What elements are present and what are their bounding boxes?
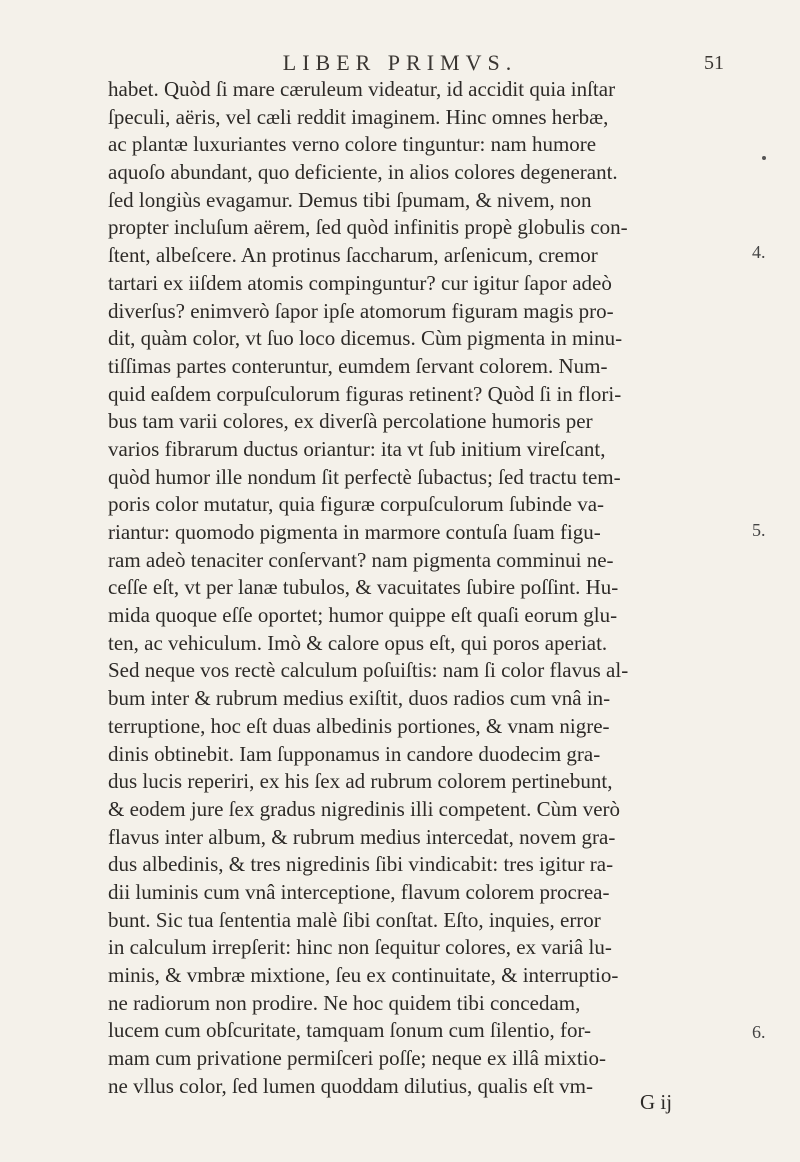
text-line: bunt. Sic tua ſententia malè ſibi conſtat. Eſto, inquies, error (108, 907, 601, 932)
text-line: ſtent, albeſcere. An protinus ſaccharum, arſenicum, cremor (108, 243, 598, 268)
text-line: ſed longiùs evagamur. Demus tibi ſpumam, & nivem, non (108, 187, 592, 212)
text-line: ſpeculi, aëris, vel cæli reddit imaginem. Hinc omnes herbæ, (108, 104, 609, 129)
text-line: ten, ac vehiculum. Imò & calore opus eſt, qui poros aperiat. (108, 630, 608, 655)
text-line: mida quoque eſſe oportet; humor quippe eſt quaſi eorum glu- (108, 603, 618, 628)
margin-note-6: 6. (752, 1022, 766, 1042)
page-number: 51 (704, 52, 724, 74)
text-line: & eodem jure ſex gradus nigredinis illi competent. Cùm verò (108, 796, 621, 821)
text-line: ne vllus color, ſed lumen quoddam dilutius, qualis eſt vm- (108, 1073, 594, 1098)
text-line: tartari ex iiſdem atomis compinguntur? cur igitur ſapor adeò (108, 270, 612, 295)
text-line: flavus inter album, & rubrum medius intercedat, novem gra- (108, 824, 616, 849)
text-line: ceſſe eſt, vt per lanæ tubulos, & vacuitates ſubire poſſint. Hu- (108, 575, 619, 600)
text-line: ac plantæ luxuriantes verno colore tinguntur: nam humore (108, 132, 597, 157)
text-line: bum inter & rubrum medius exiſtit, duos radios cum vnâ in- (108, 686, 611, 711)
text-line: diverſus? enimverò ſapor ipſe atomorum figuram magis pro- (108, 298, 614, 323)
text-line: dinis obtinebit. Iam ſupponamus in candore duodecim gra- (108, 741, 601, 766)
text-line: tiſſimas partes conteruntur, eumdem ſervant colorem. Num- (108, 353, 608, 378)
text-line: lucem cum obſcuritate, tamquam ſonum cum ſilentio, for- (108, 1018, 592, 1043)
text-line: terruptione, hoc eſt duas albedinis portiones, & vnam nigre- (108, 713, 610, 738)
running-head: LIBER PRIMVS. (282, 50, 518, 75)
text-line: dus lucis reperiri, ex his ſex ad rubrum colorem pertinebunt, (108, 769, 613, 794)
margin-note-5: 5. (752, 520, 766, 540)
text-line: riantur: quomodo pigmenta in marmore contuſa ſuam figu- (108, 520, 601, 544)
signature-mark: G ij (640, 1090, 673, 1114)
text-line: quid eaſdem corpuſculorum figuras retinent? Quòd ſi in flori- (108, 381, 622, 406)
text-line: habet. Quòd ſi mare cæruleum videatur, id accidit quia inſtar (108, 77, 616, 101)
text-line: minis, & vmbræ mixtione, ſeu ex continuitate, & interruptio- (108, 963, 619, 987)
body-text (108, 76, 728, 1100)
text-line: mam cum privatione permiſceri poſſe; neque ex illâ mixtio- (108, 1046, 607, 1071)
margin-dot (762, 156, 766, 160)
text-line: in calculum irrepſerit: hinc non ſequitur colores, ex variâ lu- (108, 935, 612, 960)
text-line: Sed neque vos rectè calculum poſuiſtis: nam ſi color flavus al- (108, 658, 629, 683)
text-line: dii luminis cum vnâ interceptione, flavum colorem procrea- (108, 879, 610, 904)
text-line: propter incluſum aërem, ſed quòd infinitis propè globulis con- (108, 215, 628, 240)
text-line: poris color mutatur, quia figuræ corpuſculorum ſubinde va- (108, 492, 605, 517)
margin-note-4: 4. (752, 242, 766, 262)
text-line: ram adeò tenaciter conſervant? nam pigmenta comminui ne- (108, 547, 614, 572)
text-line: varios fibrarum ductus oriantur: ita vt ſub initium vireſcant, (108, 436, 606, 461)
text-line: bus tam varii colores, ex diverſà percolatione humoris per (108, 409, 593, 434)
text-line: ne radiorum non prodire. Ne hoc quidem tibi concedam, (108, 990, 581, 1015)
text-line: dus albedinis, & tres nigredinis ſibi vindicabit: tres igitur ra- (108, 852, 614, 877)
text-line: dit, quàm color, vt ſuo loco dicemus. Cùm pigmenta in minu- (108, 326, 623, 351)
text-line: quòd humor ille nondum ſit perfectè ſubactus; ſed tractu tem- (108, 464, 621, 489)
text-line: aquoſo abundant, quo deficiente, in alios colores degenerant. (108, 160, 618, 185)
